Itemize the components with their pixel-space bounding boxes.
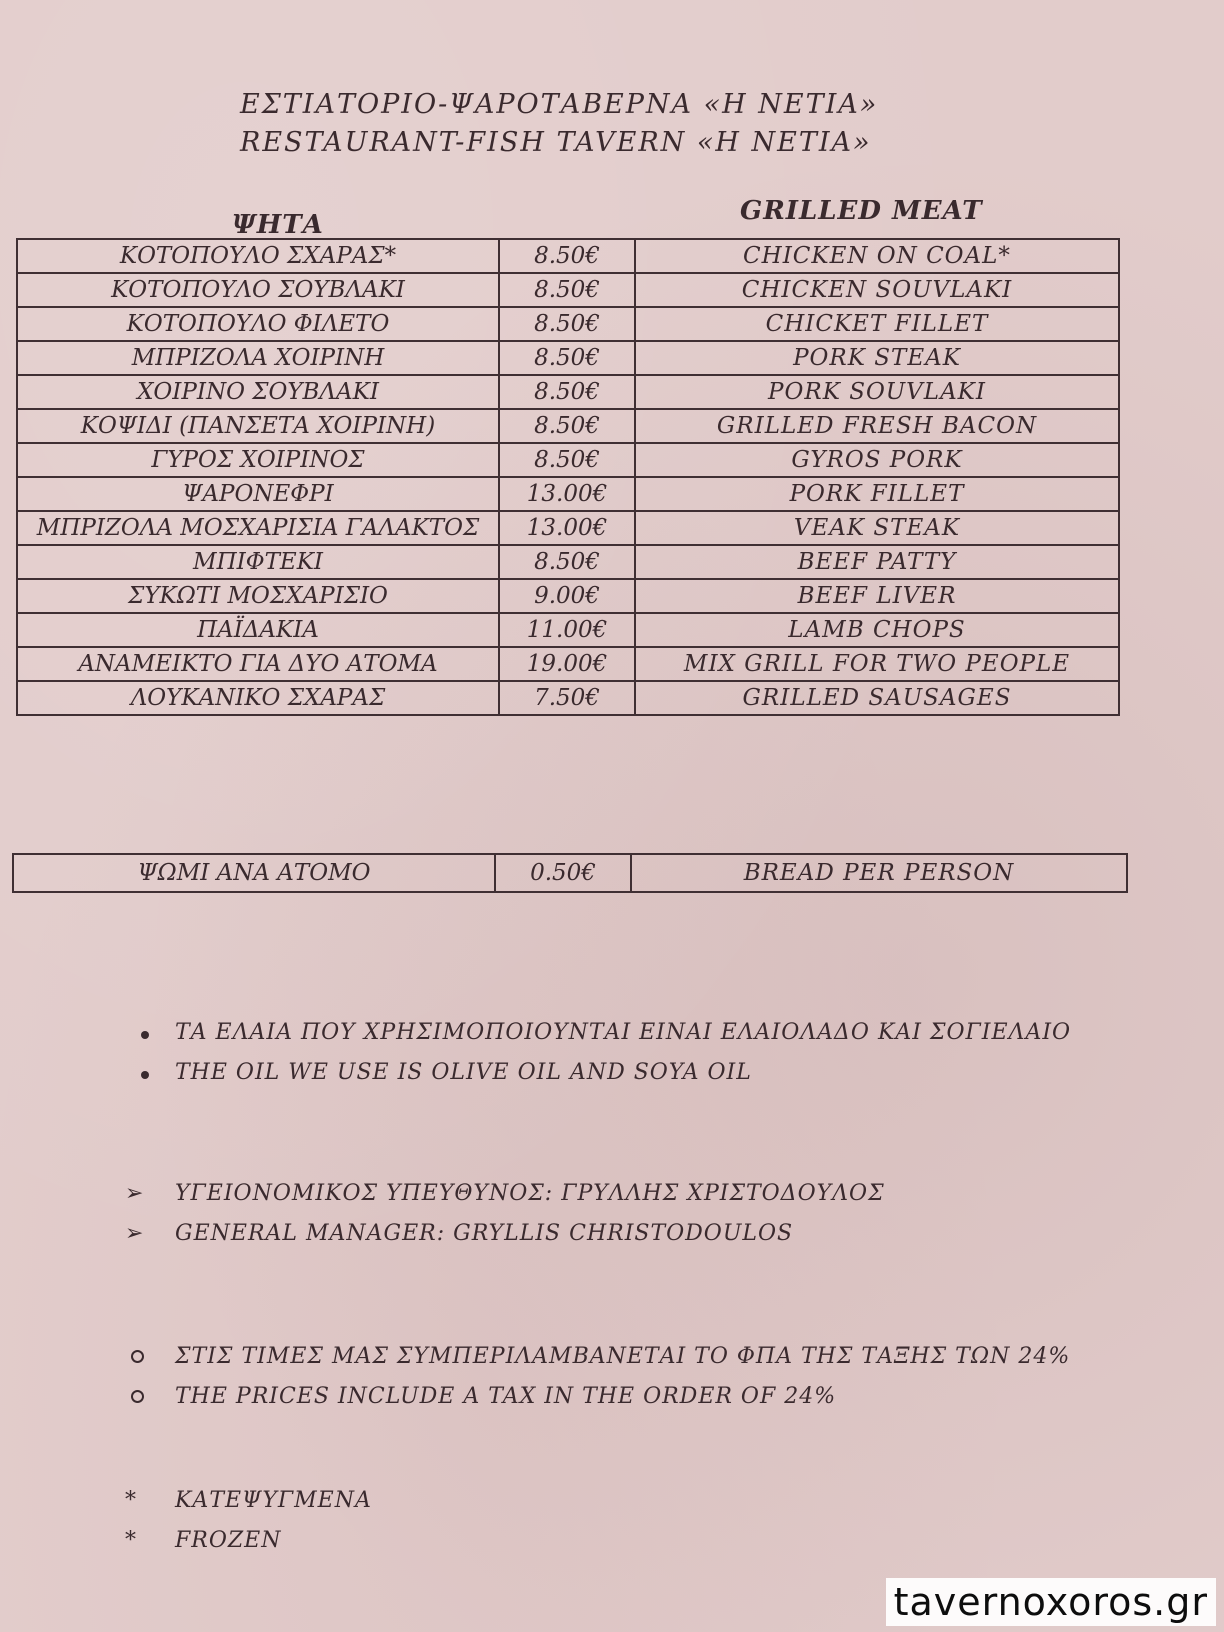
section-heading-greek: ΨΗΤΑ — [232, 210, 324, 240]
menu-item-name-greek: ΜΠΡΙΖΟΛΑ ΜΟΣΧΑΡΙΣΙΑ ΓΑΛΑΚΤΟΣ — [17, 511, 499, 545]
note-manager-english — [125, 1213, 885, 1253]
menu-item-name-english: BEEF PATTY — [635, 545, 1119, 579]
menu-item-name-greek: ΜΠΡΙΖΟΛΑ ΧΟΙΡΙΝΗ — [17, 341, 499, 375]
menu-item-name-english: VEAK STEAK — [635, 511, 1119, 545]
menu-item-name-english: GRILLED FRESH BACON — [635, 409, 1119, 443]
menu-row — [17, 341, 1119, 375]
menu-item-name-english: CHICKET FILLET — [635, 307, 1119, 341]
note-text: FROZEN — [175, 1527, 282, 1553]
oil-notes — [125, 1012, 1071, 1092]
menu-item-price: 7.50€ — [499, 681, 635, 715]
bread-row — [13, 854, 1127, 892]
bread-name-english: BREAD PER PERSON — [631, 854, 1127, 892]
bread-name-greek: ΨΩΜΙ ΑΝΑ ΑΤΟΜΟ — [13, 854, 495, 892]
bread-price: 0.50€ — [495, 854, 631, 892]
note-manager-greek — [125, 1173, 885, 1213]
note-oil-greek — [125, 1012, 1071, 1052]
menu-item-name-greek: ΛΟΥΚΑΝΙΚΟ ΣΧΑΡΑΣ — [17, 681, 499, 715]
menu-item-name-greek: ΚΟΨΙΔΙ (ΠΑΝΣΕΤΑ ΧΟΙΡΙΝΗ) — [17, 409, 499, 443]
menu-item-name-english: LAMB CHOPS — [635, 613, 1119, 647]
menu-item-name-greek: ΠΑΪΔΑΚΙΑ — [17, 613, 499, 647]
menu-item-name-english: CHICKEN SOUVLAKI — [635, 273, 1119, 307]
menu-item-price: 8.50€ — [499, 307, 635, 341]
menu-item-price: 13.00€ — [499, 477, 635, 511]
menu-item-name-english: CHICKEN ON COAL* — [635, 239, 1119, 273]
menu-item-name-english: MIX GRILL FOR TWO PEOPLE — [635, 647, 1119, 681]
menu-item-name-english: GRILLED SAUSAGES — [635, 681, 1119, 715]
menu-row — [17, 443, 1119, 477]
menu-row — [17, 681, 1119, 715]
menu-item-name-greek: ΜΠΙΦΤΕΚΙ — [17, 545, 499, 579]
note-tax-english — [125, 1376, 1070, 1416]
menu-row — [17, 647, 1119, 681]
menu-item-price: 8.50€ — [499, 341, 635, 375]
tax-notes — [125, 1336, 1070, 1416]
frozen-notes — [125, 1480, 372, 1560]
circle-bullet-icon — [131, 1350, 144, 1363]
note-text: ΣΤΙΣ ΤΙΜΕΣ ΜΑΣ ΣΥΜΠΕΡΙΛΑΜΒΑΝΕΤΑΙ ΤΟ ΦΠΑ ΤΗΣ ΤΑΞΗΣ ΤΩΝ 24% — [175, 1343, 1071, 1369]
menu-item-name-greek: ΨΑΡΟΝΕΦΡΙ — [17, 477, 499, 511]
site-watermark: tavernoxoros.gr — [886, 1578, 1216, 1626]
menu-item-price: 8.50€ — [499, 375, 635, 409]
menu-item-price: 8.50€ — [499, 273, 635, 307]
menu-item-name-greek: ΣΥΚΩΤΙ ΜΟΣΧΑΡΙΣΙΟ — [17, 579, 499, 613]
menu-item-name-greek: ΚΟΤΟΠΟΥΛΟ ΦΙΛΕΤΟ — [17, 307, 499, 341]
note-text: THE OIL WE USE IS OLIVE OIL AND SOYA OIL — [175, 1059, 752, 1085]
menu-item-price: 11.00€ — [499, 613, 635, 647]
menu-item-name-english: BEEF LIVER — [635, 579, 1119, 613]
menu-item-name-english: PORK FILLET — [635, 477, 1119, 511]
menu-item-name-english: PORK STEAK — [635, 341, 1119, 375]
note-text: THE PRICES INCLUDE A TAX IN THE ORDER OF 24% — [175, 1383, 837, 1409]
note-tax-greek — [125, 1336, 1070, 1376]
menu-item-price: 9.00€ — [499, 579, 635, 613]
menu-item-name-greek: ΚΟΤΟΠΟΥΛΟ ΣΟΥΒΛΑΚΙ — [17, 273, 499, 307]
menu-item-price: 8.50€ — [499, 239, 635, 273]
menu-title-block — [240, 86, 878, 162]
menu-item-name-greek: ΓΥΡΟΣ ΧΟΙΡΙΝΟΣ — [17, 443, 499, 477]
menu-row — [17, 375, 1119, 409]
note-text: ΥΓΕΙΟΝΟΜΙΚΟΣ ΥΠΕΥΘΥΝΟΣ: ΓΡΥΛΛΗΣ ΧΡΙΣΤΟΔΟΥΛΟΣ — [175, 1180, 885, 1206]
menu-row — [17, 239, 1119, 273]
note-oil-english — [125, 1052, 1071, 1092]
menu-row — [17, 477, 1119, 511]
note-text: ΤΑ ΕΛΑΙΑ ΠΟΥ ΧΡΗΣΙΜΟΠΟΙΟΥΝΤΑΙ ΕΙΝΑΙ ΕΛΑΙΟΛΑΔΟ ΚΑΙ ΣΟΓΙΕΛΑΙΟ — [175, 1019, 1072, 1045]
menu-item-price: 8.50€ — [499, 443, 635, 477]
asterisk-icon: * — [125, 1487, 137, 1513]
menu-row — [17, 613, 1119, 647]
circle-bullet-icon — [131, 1390, 144, 1403]
arrow-bullet-icon: ➢ — [125, 1180, 145, 1206]
menu-row — [17, 545, 1119, 579]
menu-row — [17, 307, 1119, 341]
restaurant-title-english: RESTAURANT-FISH TAVERN «Η ΝΕΤΙΑ» — [240, 127, 872, 158]
bullet-dot-icon — [141, 1031, 149, 1039]
note-frozen-greek — [125, 1480, 372, 1520]
menu-item-name-english: GYROS PORK — [635, 443, 1119, 477]
bullet-dot-icon — [141, 1071, 149, 1079]
bread-table — [12, 853, 1128, 893]
menu-row — [17, 579, 1119, 613]
grilled-meat-table — [16, 238, 1120, 716]
section-heading-english: GRILLED MEAT — [740, 196, 983, 226]
menu-item-name-english: PORK SOUVLAKI — [635, 375, 1119, 409]
menu-item-name-greek: ΑΝΑΜΕΙΚΤΟ ΓΙΑ ΔΥΟ ΑΤΟΜΑ — [17, 647, 499, 681]
asterisk-icon: * — [125, 1527, 137, 1553]
manager-notes — [125, 1173, 885, 1253]
note-text: GENERAL MANAGER: GRYLLIS CHRISTODOULOS — [175, 1220, 794, 1246]
menu-item-price: 19.00€ — [499, 647, 635, 681]
note-frozen-english — [125, 1520, 372, 1560]
menu-item-price: 13.00€ — [499, 511, 635, 545]
menu-item-price: 8.50€ — [499, 409, 635, 443]
menu-row — [17, 409, 1119, 443]
arrow-bullet-icon: ➢ — [125, 1220, 145, 1246]
menu-row — [17, 273, 1119, 307]
note-text: ΚΑΤΕΨΥΓΜΕΝΑ — [175, 1487, 372, 1513]
menu-row — [17, 511, 1119, 545]
menu-item-name-greek: ΧΟΙΡΙΝΟ ΣΟΥΒΛΑΚΙ — [17, 375, 499, 409]
menu-item-name-greek: ΚΟΤΟΠΟΥΛΟ ΣΧΑΡΑΣ* — [17, 239, 499, 273]
menu-item-price: 8.50€ — [499, 545, 635, 579]
restaurant-title-greek: ΕΣΤΙΑΤΟΡΙΟ-ΨΑΡΟΤΑΒΕΡΝΑ «Η ΝΕΤΙΑ» — [240, 89, 879, 120]
